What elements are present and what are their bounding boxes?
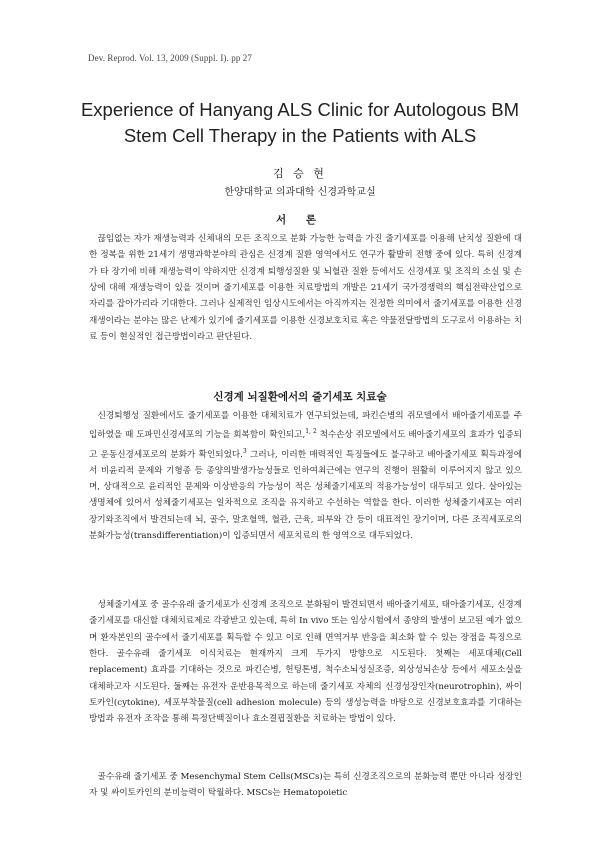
author-affiliation: 한양대학교 의과대학 신경과학교실	[224, 187, 376, 198]
section-heading-introduction: 서 론	[276, 214, 324, 226]
body-paragraph-3	[89, 769, 522, 802]
body-paragraph-2	[89, 597, 522, 728]
paragraph-text: 골수유래 줄기세포 중 Mesenchymal Stem Cells(MSCs)는 특히 신경조직으로의 분화능력 뿐만 아니라 성장인자 및 싸이토카인의 분비능력이 탁월하다. MSCs는 Hematopoietic	[89, 772, 522, 799]
introduction-paragraph	[89, 231, 522, 345]
body-paragraph-1	[89, 408, 522, 544]
paragraph-text: 성체줄기세포 중 골수유래 줄기세포가 신경계 조직으로 분화됨이 발견되면서 배아줄기세포, 태아줄기세포, 신경계줄기세포를 대신할 대체치료제로 각광받고 있는데, 특히 In vivo 또는 임상시험에서 종양의 발생이 보고된 예가 없으며 환자본인의 골수에서 줄기세포를 획득할 수 있고 이로 인해 면역거부 반응을 최소화 할 수 있는 장점을 특징으로 한다. 골수유래 줄기세포 이식치료는 현재까지 크게 두가지 방향으로 시도된다. 첫째는 세포대체(Cell replacement) 효과를 기대하는 것으로 파킨슨병, 헌팅톤병, 척수소뇌성실조증, 외상성뇌손상 등에서 세포소실을 대체하고자 시도된다. 둘째는 유전자 운반용목적으로 하는데 줄기세포 자체의 신경성장인자(neurotrophin), 싸이토카인(cytokine), 세포부착물질(cell adhesion molecule) 등의 생성능력을 바탕으로 신경보호효과를 기대하는 방법과 유전자 조작을 통해 특정단백질이나 효소결핍질환을 치료하는 방법이 있다.	[89, 600, 522, 725]
paragraph-text: 끊임없는 자가 재생능력과 신체내의 모든 조직으로 분화 가능한 능력을 가진 줄기세포를 이용해 난치성 질환에 대한 정복을 위한 21세기 생명과학분야의 관심은 신경계 질환 영역에서도 연구가 활발히 전행 중에 있다. 특히 신경계가 타 장기에 비해 재생능력이 약하지만 신경계 퇴행성질환 및 뇌혈관 질환 등에서도 신경세포 및 조직의 소실 및 손상에 대해 재생능력이 있을 것이며 줄기세포를 이용한 치료방법의 개발은 21세기 국가경쟁력의 핵심전략산업으로 자리를 잡아가리라 기대한다. 그러나 실제적인 임상시도에서는 아직까지는 진정한 의미에서 줄기세포를 이용한 신경재생이라는 분야는 많은 난제가 있기에 줄기세포를 이용한 신경보호치료 혹은 약물전달방법의 도구로서 이용하는 치료 등이 현실적인 접근방법이라고 판단된다.	[89, 234, 522, 343]
paragraph-text: 그러나, 이러한 매력적인 특징들에도 불구하고 배아줄기세포 획득과정에서 비윤리적 문제와 기형종 등 종양의발생가능성들로 인하여최근에는 연구의 진행이 원활히 이루어지지 않고 있으며, 상대적으로 윤리적인 문제와 이상반응의 가능성이 적은 성체줄기세포의 적용가능성이 대두되고 있다. 살아있는 생명체에 있어서 성체줄기세포는 일차적으로 조직을 유지하고 수선하는 역할을 한다. 이러한 성체줄기세포는 여러 장기와조직에서 발견되는데 뇌, 골수, 말초혈액, 혈관, 근육, 피부와 간 등이 대표적인 장기이며, 다른 조직세포로의 분화가능성(transdifferentiation)이 입증되면서 세포치료의 한 영역으로 대두되었다.	[89, 449, 522, 542]
paragraph-text: 척수손상 쥐모델에서도 배아줄기세포의 효과가 입증되고 운동신경세포로의 분화가 확인되었다.	[89, 430, 522, 460]
paragraph-text: 신경퇴행성 질환에서도 줄기세포를 이용한 대체치료가 연구되었는데, 파킨슨병의 쥐모델에서 배아줄기세포를 주입하였을 때 도파민신경세포의 기능을 회복함이 확인되고,	[89, 411, 522, 441]
section-heading-stem-cell-therapy: 신경계 뇌질환에서의 줄기세포 치료술	[213, 391, 387, 403]
paper-title-line-2: Stem Cell Therapy in the Patients with ALS	[123, 125, 477, 146]
author-name: 김 승 현	[273, 167, 327, 180]
paper-title-line-1: Experience of Hanyang ALS Clinic for Autologous BM	[80, 99, 520, 120]
citation-superscript: 1, 2	[305, 428, 317, 436]
citation-superscript: 3	[242, 447, 247, 455]
journal-citation: Dev. Reprod. Vol. 13, 2009 (Suppl. I). pp 27	[88, 53, 252, 63]
